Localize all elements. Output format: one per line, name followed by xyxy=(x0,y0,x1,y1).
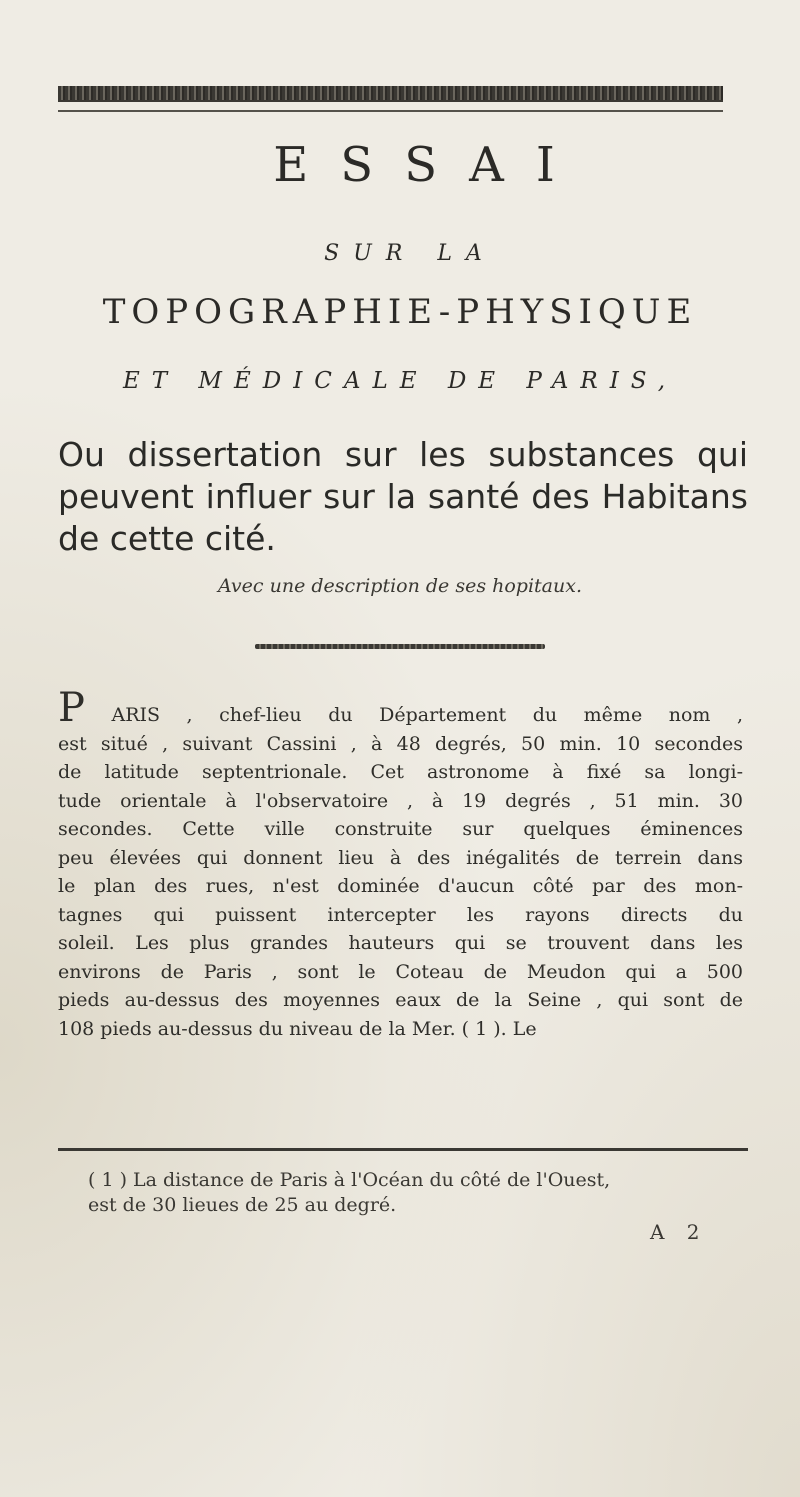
body-line-10: environs de Paris , sont le Coteau de Meudon qui a 500 xyxy=(58,960,743,983)
top-ornament xyxy=(58,86,723,102)
signature-mark: A 2 xyxy=(650,1220,708,1244)
body-line-2: est situé , suivant Cassini , à 48 degrés, 50 min. 10 secondes xyxy=(58,732,743,755)
top-rule xyxy=(58,110,723,112)
body-line-12: 108 pieds au-dessus du niveau de la Mer. ( 1 ). Le xyxy=(58,1017,537,1040)
footnote-line-1: ( 1 ) La distance de Paris à l'Océan du côté de l'Ouest, xyxy=(88,1169,611,1191)
title-topographie: TOPOGRAPHIE-PHYSIQUE xyxy=(102,292,698,332)
body-line-6: peu élevées qui donnent lieu à des inégalités de terrein dans xyxy=(58,846,743,869)
description-line: Avec une description de ses hopitaux. xyxy=(217,575,582,597)
body-line-3: de latitude septentrionale. Cet astronome à fixé sa longi- xyxy=(58,761,743,783)
body-line-7: le plan des rues, n'est dominée d'aucun côté par des mon- xyxy=(58,875,743,897)
body-line-1: P ARIS , chef-lieu du Département du même nom , xyxy=(58,685,743,731)
title-medicale: ET MÉDICALE DE PARIS, xyxy=(122,368,678,394)
body-line-9: soleil. Les plus grandes hauteurs qui se trouvent dans les xyxy=(58,932,743,954)
body-text xyxy=(58,685,743,1043)
subtitle: Ou dissertation sur les substances qui peuvent influer sur la santé des Habitans de cette cité. xyxy=(58,435,748,558)
body-line-4: tude orientale à l'observatoire , à 19 degrés , 51 min. 30 xyxy=(58,789,743,812)
body-line-11: pieds au-dessus des moyennes eaux de la Seine , qui sont de xyxy=(58,989,743,1011)
title-sur-la: SUR LA xyxy=(324,241,496,266)
body-line-8: tagnes qui puissent intercepter les rayons directs du xyxy=(58,903,743,926)
footnote xyxy=(88,1168,748,1218)
body-line-5: secondes. Cette ville construite sur quelques éminences xyxy=(58,818,743,840)
middle-ornament xyxy=(255,644,545,649)
title-essai: ESSAI xyxy=(273,137,587,193)
drop-cap: P xyxy=(58,685,85,731)
footnote-rule xyxy=(58,1148,748,1151)
footnote-line-2: est de 30 lieues de 25 au degré. xyxy=(88,1194,397,1216)
